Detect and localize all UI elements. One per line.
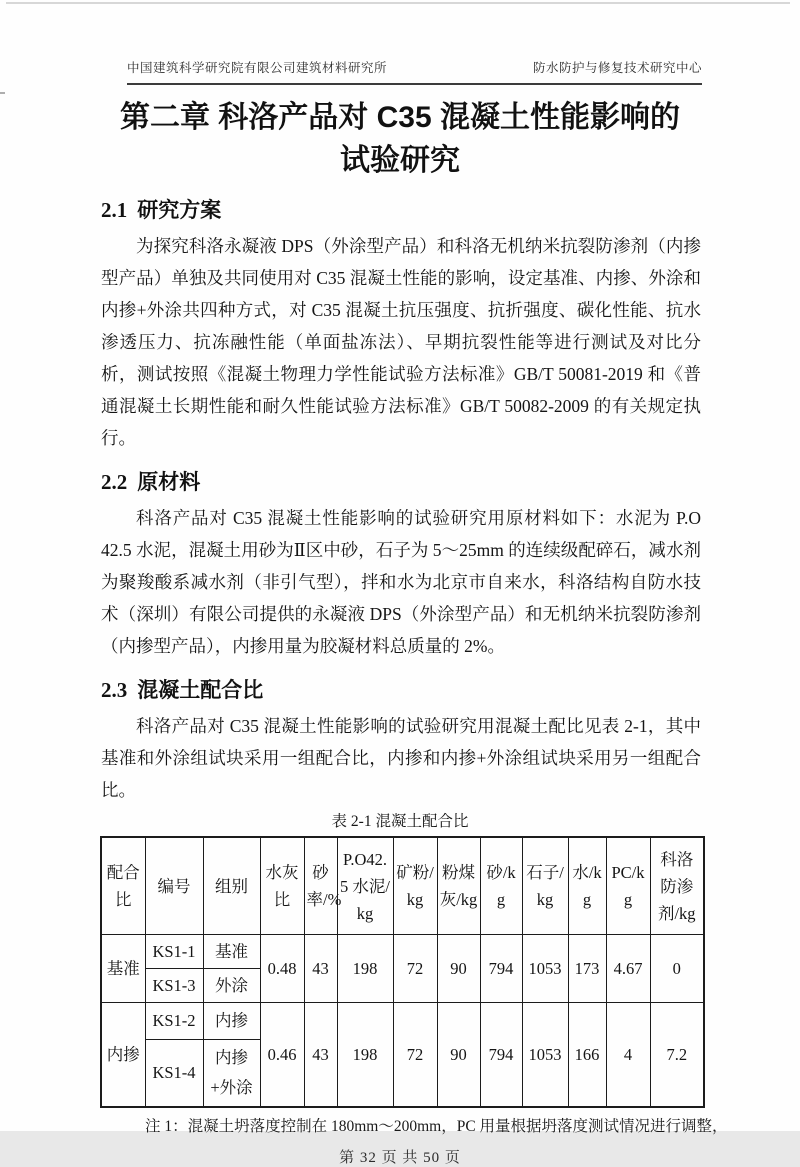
column-header: 石子/kg [522, 837, 568, 935]
chapter-title-line1: 第二章 科洛产品对 C35 混凝土性能影响的 [119, 101, 681, 134]
value-cell: 90 [437, 1003, 480, 1108]
section-number: 2.3 [101, 678, 128, 702]
section-number: 2.2 [101, 470, 128, 494]
column-header: P.O42.5 水泥/kg [337, 837, 393, 935]
section-2-2-paragraph: 科洛产品对 C35 混凝土性能影响的试验研究用原材料如下：水泥为 P.O 42.5 水泥，混凝土用砂为Ⅱ区中砂，石子为 5～25mm 的连续级配碎石，减水剂为聚羧酸系减水剂（非引气型），拌和水为北京市自来水，科洛结构自防水技术（深圳）有限公司提供的永凝液 DPS（外涂型产品）和无机纳米抗裂防渗剂（内掺型产品），内掺用量为胶凝材料总质量的 2%。 [101, 508, 701, 656]
table-caption: 表 2-1 混凝土配合比 [331, 813, 469, 830]
column-header: 水灰比 [260, 837, 304, 935]
value-cell: 794 [480, 935, 522, 1003]
group-label-cell: 内掺 [101, 1003, 145, 1108]
value-cell: 72 [393, 1003, 437, 1108]
value-cell: 43 [304, 935, 337, 1003]
column-header: 组别 [203, 837, 260, 935]
value-cell: 4 [606, 1003, 650, 1108]
section-2-1-paragraph: 为探究科洛永凝液 DPS（外涂型产品）和科洛无机纳米抗裂防渗剂（内掺型产品）单独及共同使用对 C35 混凝土性能的影响，设定基准、内掺、外涂和内掺+外涂共四种方式，对 C35 混凝土抗压强度、抗折强度、碳化性能、抗水渗透压力、抗冻融性能（单面盐冻法）、早期抗裂性能等进行测试及对比分析，测试按照《混凝土物理力学性能试验方法标准》GB/T 50081-2019 和《普通混凝土长期性能和耐久性能试验方法标准》GB/T 50082-2009 的有关规定执行。 [101, 236, 701, 448]
value-cell: 0.46 [260, 1003, 304, 1108]
column-header: 科洛防渗剂/kg [650, 837, 704, 935]
section-heading-2-3 [101, 677, 800, 704]
mix-proportion-table [100, 836, 705, 1108]
table-note: 注 1：混凝土坍落度控制在 180mm～200mm，PC 用量根据坍落度测试情况进行调整， [145, 1118, 728, 1135]
column-header: 配合比 [101, 837, 145, 935]
group-type-cell: 基准 [203, 935, 260, 969]
value-cell: 0 [650, 935, 704, 1003]
section-title: 研究方案 [137, 199, 222, 222]
table-row [101, 935, 704, 969]
specimen-id-cell: KS1-2 [145, 1003, 203, 1040]
specimen-id-cell: KS1-3 [145, 969, 203, 1003]
value-cell: 173 [568, 935, 606, 1003]
header-right-text: 防水防护与修复技术研究中心 [532, 61, 702, 75]
column-header: 矿粉/kg [393, 837, 437, 935]
section-number: 2.1 [101, 198, 128, 222]
value-cell: 794 [480, 1003, 522, 1108]
group-type-cell: 外涂 [203, 969, 260, 1003]
section-title: 原材料 [137, 471, 201, 494]
value-cell: 198 [337, 935, 393, 1003]
column-header: 粉煤灰/kg [437, 837, 480, 935]
section-heading-2-1 [101, 197, 800, 224]
value-cell: 0.48 [260, 935, 304, 1003]
value-cell: 72 [393, 935, 437, 1003]
page-header [127, 0, 702, 85]
page-number: 第 32 页 共 50 页 [339, 1150, 461, 1166]
chapter-title-line2: 试验研究 [340, 144, 460, 177]
section-2-3-paragraph: 科洛产品对 C35 混凝土性能影响的试验研究用混凝土配比见表 2-1，其中基准和外涂组试块采用一组配合比，内掺和内掺+外涂组试块采用另一组配合比。 [101, 716, 701, 800]
specimen-id-cell: KS1-1 [145, 935, 203, 969]
value-cell: 1053 [522, 1003, 568, 1108]
scan-artifact-top [6, 2, 790, 4]
value-cell: 7.2 [650, 1003, 704, 1108]
group-type-cell: 内掺+外涂 [203, 1040, 260, 1108]
column-header: 编号 [145, 837, 203, 935]
value-cell: 1053 [522, 935, 568, 1003]
column-header: 水/kg [568, 837, 606, 935]
group-label-cell: 基准 [101, 935, 145, 1003]
value-cell: 4.67 [606, 935, 650, 1003]
section-title: 混凝土配合比 [137, 679, 264, 702]
value-cell: 43 [304, 1003, 337, 1108]
chapter-title [80, 96, 720, 182]
section-heading-2-2 [101, 469, 800, 496]
value-cell: 90 [437, 935, 480, 1003]
value-cell: 198 [337, 1003, 393, 1108]
table-header-row [101, 837, 704, 935]
scan-artifact-left [0, 92, 5, 94]
specimen-id-cell: KS1-4 [145, 1040, 203, 1108]
group-type-cell: 内掺 [203, 1003, 260, 1040]
column-header: PC/kg [606, 837, 650, 935]
value-cell: 166 [568, 1003, 606, 1108]
column-header: 砂/kg [480, 837, 522, 935]
header-left-text: 中国建筑科学研究院有限公司建筑材料研究所 [127, 61, 388, 75]
column-header: 砂率/% [304, 837, 337, 935]
table-row [101, 1003, 704, 1040]
